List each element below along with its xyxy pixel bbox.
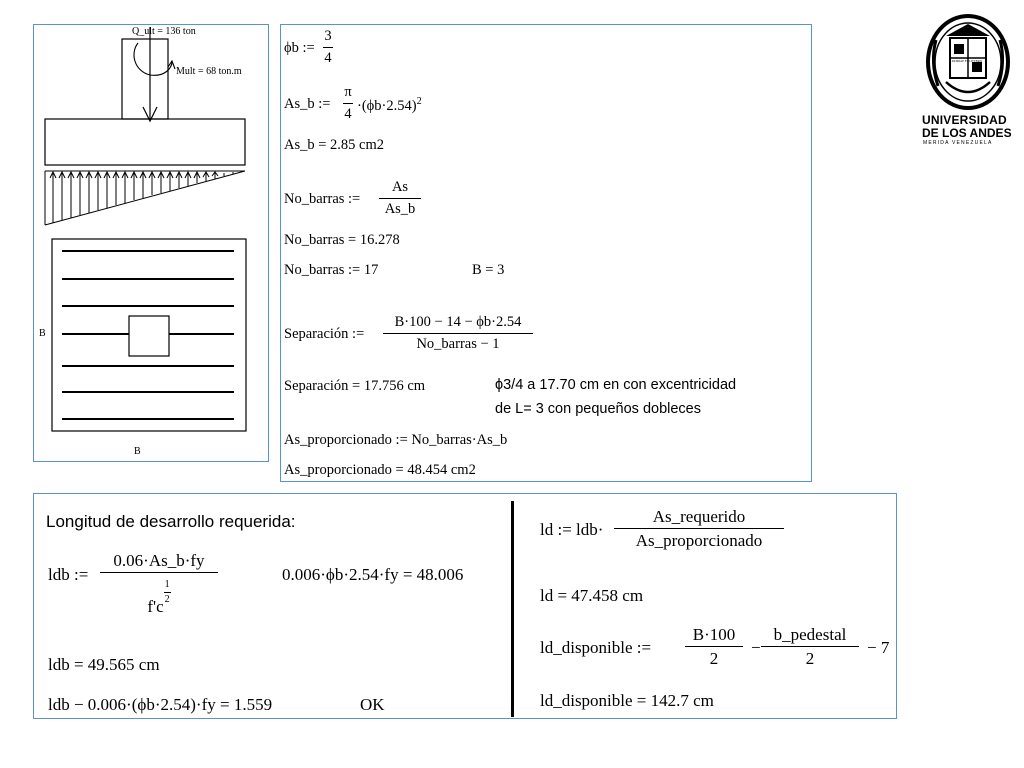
dev-heading: Longitud de desarrollo requerida: (46, 512, 296, 531)
ldd-fraction-1: B·100 2 (685, 626, 743, 667)
ld-lhs: ld := ldb· (540, 520, 604, 539)
logo-line-2: DE LOS ANDES (922, 126, 1012, 140)
footing-diagram (34, 25, 270, 463)
b-bottom-label: B (134, 446, 141, 457)
asprop-def: As_proporcionado := No_barras·As_b (284, 432, 508, 448)
phib-lhs: ϕb := (284, 40, 315, 56)
pedestal (122, 39, 168, 119)
logo-line-3: MERIDA VENEZUELA (923, 140, 993, 146)
asb-result: As_b = 2.85 cm2 (284, 137, 385, 153)
b-side-label: B (39, 328, 46, 339)
mult-label: Mult = 68 ton.m (176, 66, 242, 77)
ldb-result: ldb = 49.565 cm (48, 655, 160, 674)
sep-result: Separación = 17.756 cm (284, 378, 426, 394)
nob-lhs: No_barras := (284, 191, 361, 207)
ok-label: OK (360, 695, 385, 714)
rebar-note-line1: ϕ3/4 a 17.70 cm en con excentricidad (495, 377, 737, 393)
footing-diagram-panel (33, 24, 269, 462)
ldd-lhs: ld_disponible := (540, 638, 652, 657)
rebar-note-line2: de L= 3 con pequeños dobleces (495, 401, 701, 417)
university-logo (916, 10, 1020, 150)
ld-fraction: As_requerido As_proporcionado (614, 508, 784, 549)
logo-line-1: UNIVERSIDAD (922, 113, 1007, 127)
ldb-fraction: 0.06·As_b·fy f'c 1 2 (100, 552, 218, 615)
q-ult-label: Q_ult = 136 ton (132, 26, 196, 37)
asprop-result: As_proporcionado = 48.454 cm2 (284, 462, 476, 478)
ok-expression: ldb − 0.006·(ϕb·2.54)·fy = 1.559 (48, 695, 273, 714)
logo-shield-text: PATRIAE ET LITTERIS (952, 59, 983, 63)
rebar-calc-panel (280, 24, 812, 482)
ld-result: ld = 47.458 cm (540, 586, 644, 605)
phib-fraction: 3 4 (324, 28, 332, 66)
asb-lhs: As_b := (284, 96, 331, 112)
nob-set: No_barras := 17 (284, 262, 379, 278)
ldd-fraction-2: b_pedestal 2 (761, 626, 859, 667)
ldd-minus: − (751, 638, 761, 657)
panel-divider (511, 501, 514, 717)
check-expression: 0.006·ϕb·2.54·fy = 48.006 (282, 565, 464, 584)
nob-result: No_barras = 16.278 (284, 232, 400, 248)
b-equals: B = 3 (472, 262, 505, 278)
pressure-arrows (50, 172, 233, 223)
asb-rest: $\cdot(\phi b\cdot 2.54)^2$ (357, 96, 422, 114)
footing-block (45, 119, 245, 165)
development-length-panel (33, 493, 897, 719)
column-outline (129, 316, 169, 356)
sep-lhs: Separación := (284, 326, 365, 342)
asb-fraction: π 4 (344, 84, 352, 122)
nob-fraction: As As_b (379, 180, 421, 216)
ldb-lhs: ldb := (48, 565, 89, 584)
ldd-result: ld_disponible = 142.7 cm (540, 691, 714, 710)
moment-arc (134, 43, 172, 75)
ldd-tail: − 7 (867, 638, 890, 657)
pressure-slope (45, 171, 245, 225)
sep-fraction: B·100 − 14 − ϕb·2.54 No_barras − 1 (383, 315, 533, 351)
